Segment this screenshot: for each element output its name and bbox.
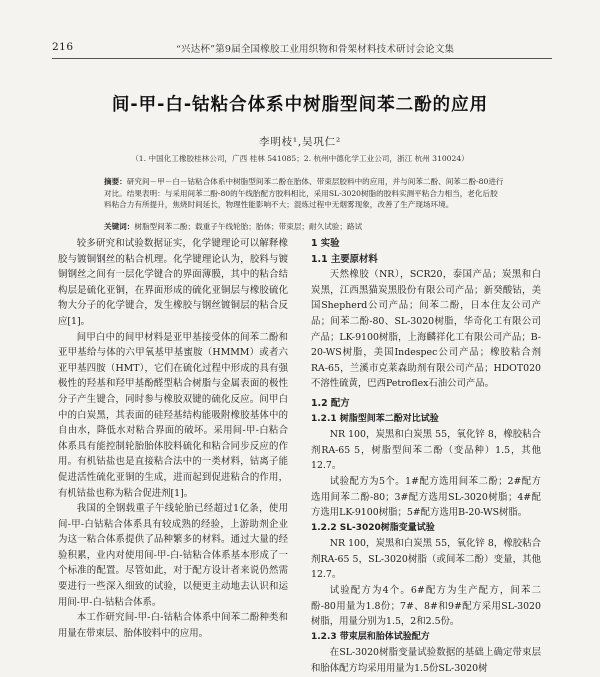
- recipe-3: 在SL-3020树脂变量试验数据的基础上确定带束层和胎体配方均采用用量为1.5份SL-3020树: [311, 647, 541, 675]
- recipe-1-note: 试验配方为5个。1#配方选用间苯二酚；2#配方选用间苯二酚-80；3#配方选用SL-3020树脂；4#配方选用LK-9100树脂；5#配方选用B-20-WS树脂。: [311, 475, 541, 519]
- page-header: [0, 0, 600, 56]
- section-heading-materials: 1.1 主要原材料: [311, 253, 378, 265]
- intro-paragraph-1: 较多研究和试验数据证实，化学键理论可以解释橡胶与镀铜钢丝的粘合机理。化学键理论认为，胶料与镀铜钢丝之间有一层化学键合的界面薄膜，其中的粘合结构层是硫化亚铜，在界面形成的硫化亚铜层与橡胶硫化物大分子的化学键合，发生橡胶与钢丝镀铜层的粘合反应[1]。: [58, 238, 288, 327]
- subsection-heading-variable: 1.2.2 SL-3020树脂变量试验: [311, 522, 435, 533]
- right-column: [311, 236, 541, 677]
- header-rule: [52, 58, 552, 59]
- section-heading-recipe: 1.2 配方: [311, 397, 350, 409]
- subsection-heading-comparison: 1.2.1 树脂型间苯二酚对比试验: [311, 413, 439, 424]
- keywords: [104, 221, 504, 232]
- recipe-2-note: 试验配方为4个。6#配方为生产配方，间苯二酚-80用量为1.8份；7#、8#和9#配方采用SL-3020树脂，用量分别为1.5，2和2.5份。: [311, 585, 541, 628]
- materials-paragraph: 天然橡胶（NR），SCR20，泰国产品；炭黑和白炭黑，江西黑猫炭黑股份有限公司产品；新癸酸钴，美国Shepherd公司产品；间苯二酚，日本住友公司产品；间苯二酚-80、SL-3020树脂，华奇化工有限公司产品；LK-9100树脂，上海麟祥化工有限公司产品；B-20-WS树脂，美国Indespec公司产品；橡胶粘合剂RA-65，兰溪市克莱森助剂有限公司产品；HDOT020不溶性硫黄，巴西Petroflex石油公司产品。: [311, 269, 541, 390]
- abstract-label: 摘要：: [104, 177, 127, 186]
- intro-paragraph-2: 间甲白中的间甲材料是亚甲基接受体的间苯二酚和亚甲基给与体的六甲氧基甲基蜜胺（HMMM）或者六亚甲基四胺（HMT），它们在硫化过程中形成的具有强极性的羟基和羟甲基酚醛型粘合树脂与金属表面的极性分子产生键合，同时参与橡胶双键的硫化反应。间甲白中的白炭黑，其表面的硅羟基结构能吸附橡胶基体中的自由水，降低水对粘合界面的破坏。采用间-甲-白粘合体系具有能控制轮胎胎体胶料硫化和粘合同步反应的作用。有机钴盐也是直接粘合法中的一类材料，钴离子能促进活性硫化亚铜的生成，进而起到促进粘合的作用，有机钴盐也称为粘合促进剂[1]。: [58, 331, 288, 499]
- subsection-heading-belt-carcass: 1.2.3 带束层和胎体试验配方: [311, 631, 430, 642]
- keywords-label: 关键词：: [104, 222, 135, 231]
- keywords-text: 树脂型间苯二酚；载重子午线轮胎；胎体；带束层；耐久试验；路试: [134, 222, 363, 231]
- intro-paragraph-4: 本工作研究间-甲-白-钴粘合体系中间苯二酚种类和用量在带束层、胎体胶料中的应用。: [58, 612, 288, 639]
- affiliation: （1. 中国化工橡胶桂林公司，广西 桂林 541085；2. 杭州中德化学工业公司，浙江 杭州 310024）: [131, 154, 469, 163]
- authors: 李明枝¹,吴巩仁²: [259, 136, 341, 148]
- recipe-2: NR 100，炭黑和白炭黑 55，氧化锌 8，橡胶粘合剂RA-65 5，SL-3020树脂（或间苯二酚）变量，其他 12.7。: [311, 538, 541, 581]
- abstract: [104, 176, 504, 211]
- section-heading-experiment: 1 实验: [311, 238, 340, 249]
- page-number: 216: [52, 41, 74, 53]
- paper-title: 间-甲-白-钴粘合体系中树脂型间苯二酚的应用: [111, 95, 489, 115]
- left-column: [58, 236, 288, 641]
- conference-title: “兴达杯”第9届全国橡胶工业用织物和骨架材料技术研讨会论文集: [176, 44, 455, 55]
- recipe-1: NR 100，炭黑和白炭黑 55，氧化锌 8，橡胶粘合剂RA-65 5，树脂型间苯二酚（变品种）1.5，其他 12.7。: [311, 429, 541, 472]
- intro-paragraph-3: 我国的全钢载重子午线轮胎已经超过1亿条，使用间-甲-白钴粘合体系具有较成熟的经验，上游助剂企业为这一粘合体系提供了品种繁多的材料。通过大量的经验积累，业内对使用间-甲-白-钴粘合体系基本形成了一个标准的配置。尽管如此，对于配方设计者来说仍然需要进行一些深入细致的试验，以便更主动地去认识和运用间-甲-白-钴粘合体系。: [58, 503, 288, 608]
- abstract-text: 研究间－甲－白－钴粘合体系中树脂型间苯二酚在胎体、带束层胶料中的应用，并与间苯二酚、间苯二酚-80进行对比。结果表明：与采用间苯二酚-80的午线胎配方胶料相比，采用SL-3020树脂的胶料实测平粘合力相当，老化后胶料粘合力有所提升，焦烧时间延长，物理性能影响不大；混炼过程中无烟雾现象，改善了生产现场环境。: [104, 177, 504, 210]
